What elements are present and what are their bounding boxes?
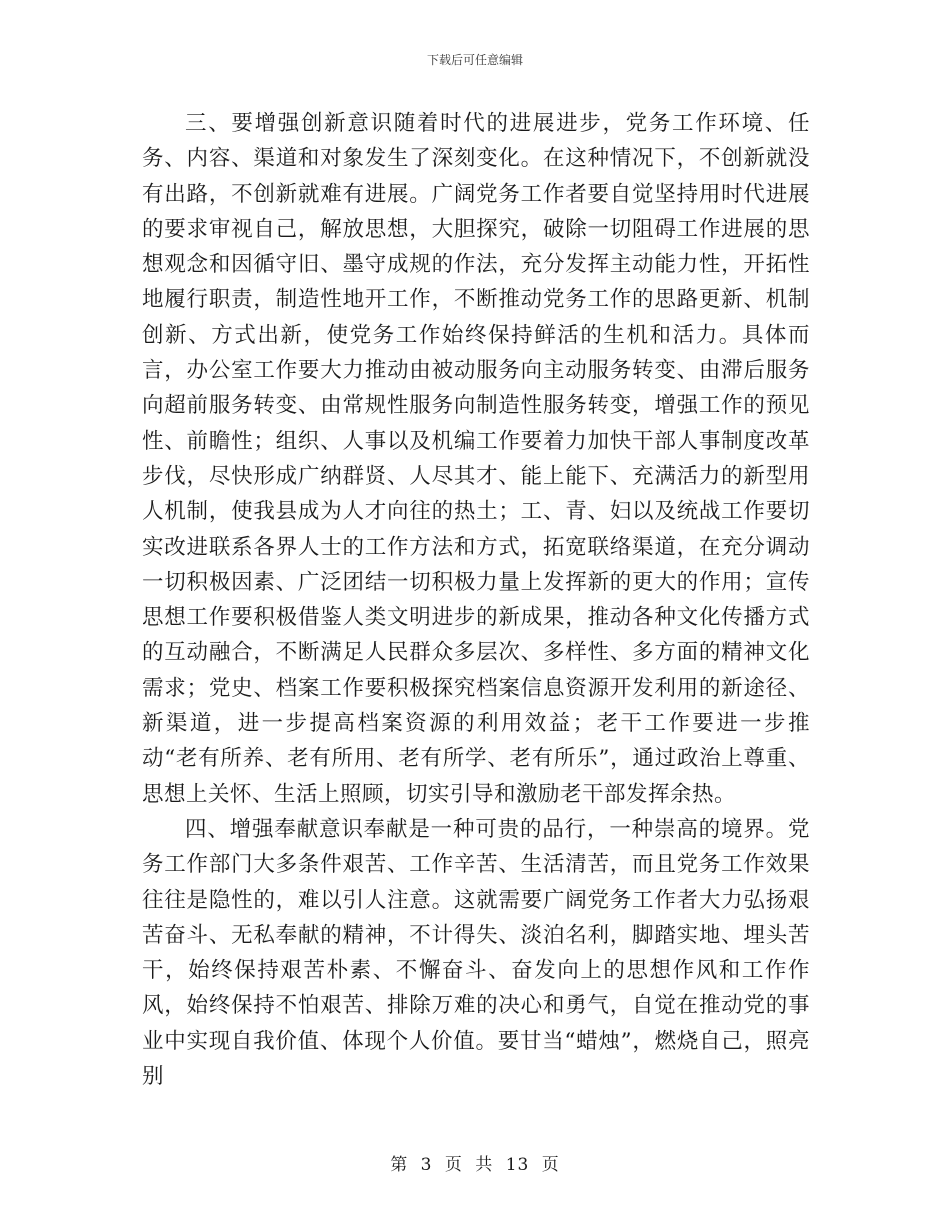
page-header: 下载后可任意编辑 — [426, 53, 523, 67]
footer-page-unit: 页 — [444, 1155, 463, 1175]
footer-total-pages: 13 — [505, 1155, 530, 1175]
footer-suffix: 页 — [541, 1155, 560, 1175]
footer-page-number: 3 — [420, 1155, 433, 1175]
footer-prefix: 第 — [390, 1155, 409, 1175]
paragraph-innovation: 三、要增强创新意识随着时代的进展进步，党务工作环境、任务、内容、渠道和对象发生了深刻变化。在这种情况下，不创新就没有出路，不创新就难有进展。广阔党务工作者要自觉坚持用时代进展的要求审视自己，解放思想，大胆探究，破除一切阻碍工作进展的思想观念和因循守旧、墨守成规的作法，充分发挥主动能力性，开拓性地履行职责，制造性地开工作，不断推动党务工作的思路更新、机制创新、方式出新，使党务工作始终保持鲜活的生机和活力。具体而言，办公室工作要大力推动由被动服务向主动服务转变、由滞后服务向超前服务转变、由常规性服务向制造性服务转变，增强工作的预见性、前瞻性；组织、人事以及机编工作要着力加快干部人事制度改革步伐，尽快形成广纳群贤、人尽其才、能上能下、充满活力的新型用人机制，使我县成为人才向往的热土；工、青、妇以及统战工作要切实改进联系各界人士的工作方法和方式，拓宽联络渠道，在充分调动一切积极因素、广泛团结一切积极力量上发挥新的更大的作用；宣传思想工作要积极借鉴人类文明进步的新成果，推动各种文化传播方式的互动融合，不断满足人民群众多层次、多样性、多方面的精神文化需求；党史、档案工作要积极探究档案信息资源开发利用的新途径、新渠道，进一步提高档案资源的利用效益；老干工作要进一步推动“老有所养、老有所用、老有所学、老有所乐”，通过政治上尊重、思想上关怀、生活上照顾，切实引导和激励老干部发挥余热。 — [142, 111, 810, 807]
footer-total-label: 共 — [475, 1155, 494, 1175]
page-footer — [0, 1154, 950, 1176]
paragraph-dedication: 四、增强奉献意识奉献是一种可贵的品行，一种崇高的境界。党务工作部门大多条件艰苦、工作辛苦、生活清苦，而且党务工作效果往往是隐性的，难以引人注意。这就需要广阔党务工作者大力弘扬艰苦奋斗、无私奉献的精神，不计得失、淡泊名利，脚踏实地、埋头苦干，始终保持艰苦朴素、不懈奋斗、奋发向上的思想作风和工作作风，始终保持不怕艰苦、排除万难的决心和勇气，自觉在推动党的事业中实现自我价值、体现个人价值。要甘当“蜡烛”，燃烧自己，照亮别 — [142, 816, 810, 1090]
document-body — [142, 106, 810, 1094]
